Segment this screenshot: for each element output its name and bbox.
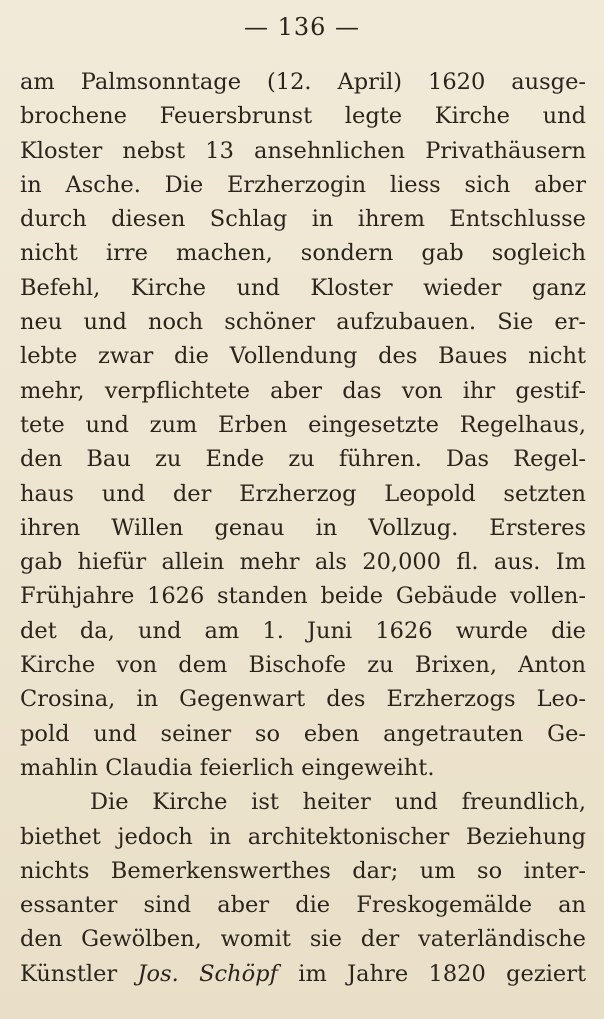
body-text [20,65,586,991]
text-line: det da, und am 1. Juni 1626 wurde die [20,617,586,644]
text-line: gab hiefür allein mehr als 20,000 fl. aus. Im [20,549,586,576]
text-line: Kloster nebst 13 ansehnlichen Privathäusern [20,137,586,164]
text-line: haus und der Erzherzog Leopold setzten [20,480,586,507]
text-line: Kirche von dem Bischofe zu Brixen, Anton [20,652,586,679]
text-line: biethet jedoch in architektonischer Beziehung [20,823,586,850]
text-line: lebte zwar die Vollendung des Baues nicht [20,343,586,370]
text-line: durch diesen Schlag in ihrem Entschlusse [20,206,586,233]
text-line: Befehl, Kirche und Kloster wieder ganz [20,274,586,301]
page-number: — 136 — [243,13,361,41]
text-line: tete und zum Erben eingesetzte Regelhaus, [20,411,586,438]
artist-name: Jos. Schöpf [137,960,278,987]
text-line: den Bau zu Ende zu führen. Das Regel- [20,446,586,473]
text-line: pold und seiner so eben angetrauten Ge- [20,720,586,747]
text-line: den Gewölben, womit sie der vaterländische [20,926,586,953]
paragraph-start-line: Die Kirche ist heiter und freundlich, [90,789,586,816]
text-line: neu und noch schöner aufzubauen. Sie er- [20,309,586,336]
text-line: nichts Bemerkenswerthes dar; um so inter- [20,857,586,884]
final-line-before: Künstler [20,960,118,987]
text-line: mehr, verpflichtete aber das von ihr gestif- [20,377,586,404]
text-line: essanter sind aber die Freskogemälde an [20,892,586,919]
text-line: nicht irre machen, sondern gab sogleich [20,240,586,267]
final-line-after: im Jahre 1820 geziert [298,960,586,987]
text-line: brochene Feuersbrunst legte Kirche und [20,103,586,130]
text-line: Crosina, in Gegenwart des Erzherzogs Leo- [20,686,586,713]
text-line: in Asche. Die Erzherzogin liess sich aber [20,171,586,198]
final-text-line [20,957,586,991]
text-line: Frühjahre 1626 standen beide Gebäude vollen- [20,583,586,610]
text-line: am Palmsonntage (12. April) 1620 ausge- [20,69,586,95]
paragraph-end-line: mahlin Claudia feierlich eingeweiht. [20,754,435,781]
text-line: ihren Willen genau in Vollzug. Ersteres [20,514,586,541]
